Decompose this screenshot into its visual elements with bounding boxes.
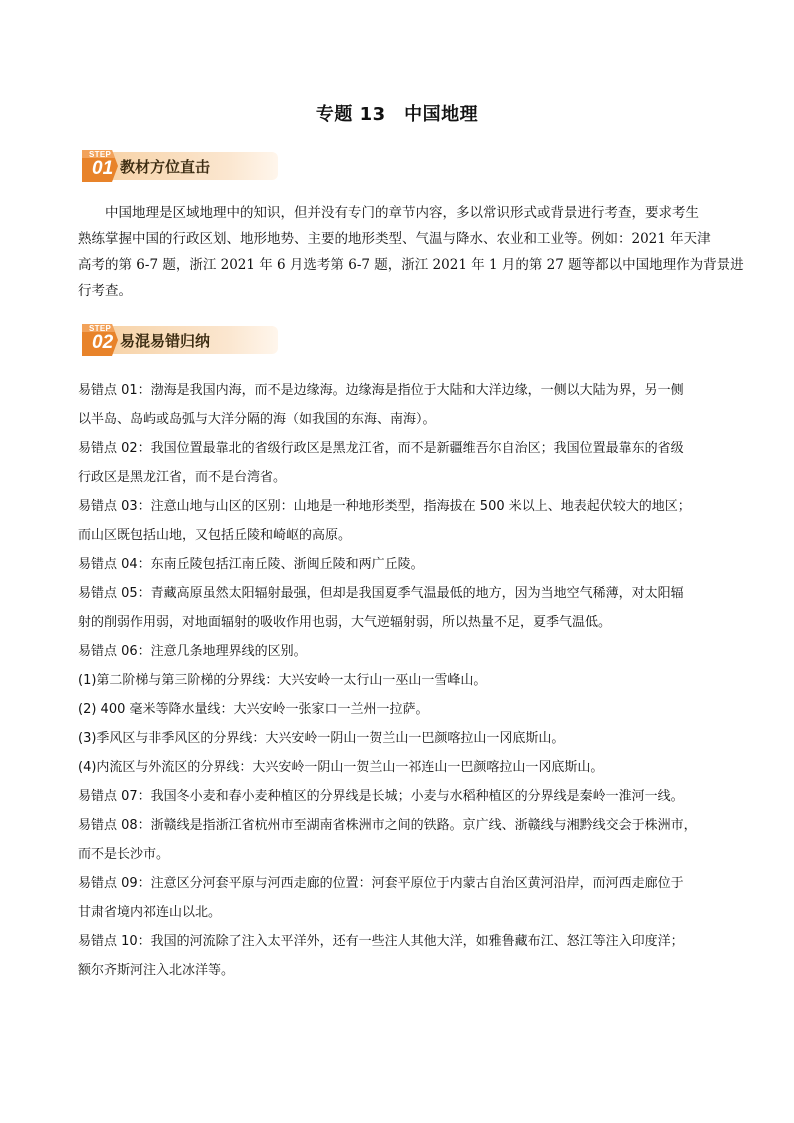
step-label: STEP: [89, 150, 112, 159]
list-item: (1)第二阶梯与第三阶梯的分界线：大兴安岭一太行山一巫山一雪峰山。: [78, 673, 487, 688]
step-number: 01: [92, 158, 114, 179]
step-header-02: [80, 320, 300, 364]
step-title: 易混易错归纳: [120, 332, 211, 350]
intro-paragraph: [78, 200, 744, 304]
list-item: 额尔齐斯河注入北冰洋等。: [78, 963, 235, 978]
list-item: 易错点 04：东南丘陵包括江南丘陵、浙闽丘陵和两广丘陵。: [78, 557, 424, 572]
list-item: 易错点 06：注意几条地理界线的区别。: [78, 644, 307, 659]
list-item: 易错点 09：注意区分河套平原与河西走廊的位置：河套平原位于内蒙古自治区黄河沿岸，而河西走廊位于: [78, 876, 684, 891]
step-number: 02: [92, 332, 114, 353]
intro-line: 行考查。: [78, 283, 132, 299]
list-item: 易错点 05：青藏高原虽然太阳辐射最强，但却是我国夏季气温最低的地方，因为当地空气稀薄，对太阳辐: [78, 586, 684, 601]
list-item: 易错点 08：浙赣线是指浙江省杭州市至湖南省株洲市之间的铁路。京广线、浙赣线与湘黔线交会于株洲市，: [78, 818, 697, 833]
list-item: 甘肃省境内祁连山以北。: [78, 905, 222, 920]
list-item: (4)内流区与外流区的分界线：大兴安岭一阴山一贺兰山一祁连山一巴颜喀拉山一冈底斯山。: [78, 760, 604, 775]
list-item: 射的削弱作用弱，对地面辐射的吸收作用也弱，大气逆辐射弱，所以热量不足，夏季气温低。: [78, 615, 612, 630]
step-title: 教材方位直击: [120, 158, 211, 176]
step-header-01: [80, 146, 300, 190]
list-item: 易错点 03：注意山地与山区的区别：山地是一种地形类型，指海拔在 500 米以上、地表起伏较大的地区；: [78, 499, 691, 514]
intro-line: 高考的第 6-7 题，浙江 2021 年 6 月选考第 6-7 题，浙江 2021 年 1 月的第 27 题等都以中国地理作为背景进: [78, 257, 744, 273]
list-item: (2) 400 毫米等降水量线：大兴安岭一张家口一兰州一拉萨。: [78, 702, 429, 717]
intro-line: 中国地理是区域地理中的知识，但并没有专门的章节内容，多以常识形式或背景进行考查，要求考生: [105, 205, 699, 221]
step-label: STEP: [89, 324, 112, 333]
intro-line: 熟练掌握中国的行政区划、地形地势、主要的地形类型、气温与降水、农业和工业等。例如：2021 年天津: [78, 231, 711, 247]
list-item: 而不是长沙市。: [78, 847, 170, 862]
list-item: 以半岛、岛屿或岛弧与大洋分隔的海（如我国的东海、南海）。: [78, 412, 436, 427]
list-item: 行政区是黑龙江省，而不是台湾省。: [78, 470, 287, 485]
page-title: 专题 13 中国地理: [315, 104, 479, 125]
list-item: 而山区既包括山地，又包括丘陵和崎岖的高原。: [78, 528, 352, 543]
list-item: 易错点 01：渤海是我国内海，而不是边缘海。边缘海是指位于大陆和大洋边缘，一侧以大陆为界，另一侧: [78, 383, 684, 398]
list-item: (3)季风区与非季风区的分界线：大兴安岭一阴山一贺兰山一巴颜喀拉山一冈底斯山。: [78, 731, 565, 746]
list-item: 易错点 02：我国位置最靠北的省级行政区是黑龙江省，而不是新疆维吾尔自治区；我国位置最靠东的省级: [78, 441, 684, 456]
list-item: 易错点 07：我国冬小麦和春小麦种植区的分界线是长城；小麦与水稻种植区的分界线是秦岭一淮河一线。: [78, 789, 684, 804]
list-item: 易错点 10：我国的河流除了注入太平洋外，还有一些注人其他大洋，如雅鲁藏布江、怒江等注入印度洋；: [78, 934, 684, 949]
error-points-list: [78, 376, 720, 985]
